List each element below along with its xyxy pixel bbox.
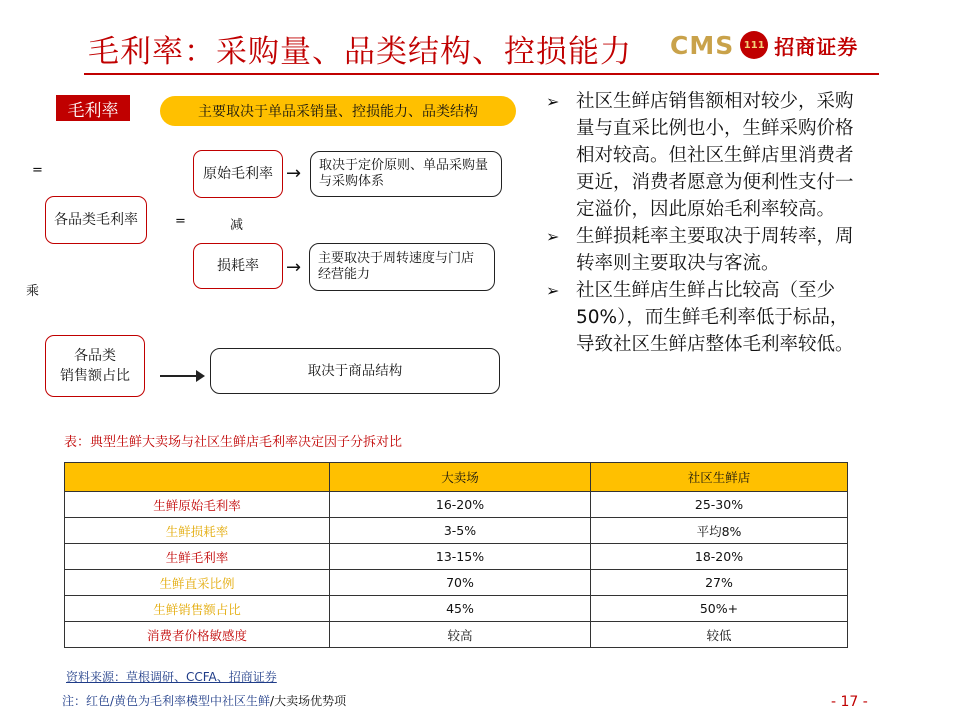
category-sales-share-line2: 销售额占比: [60, 368, 130, 384]
community-store-value: 18-20%: [591, 544, 848, 570]
row-label: 生鲜直采比例: [65, 570, 330, 596]
equals-sign-2: =: [175, 214, 186, 229]
page-title: 毛利率：采购量、品类结构、控损能力: [88, 34, 632, 70]
category-gross-margin-box: [45, 196, 147, 244]
bullet-arrow-icon: ➢: [546, 281, 560, 300]
table-header-hypermarket: 大卖场: [330, 463, 591, 492]
hypermarket-value: 70%: [330, 570, 591, 596]
hypermarket-value: 16-20%: [330, 492, 591, 518]
original-gross-margin-box: [193, 150, 283, 198]
table-header-community-store: 社区生鲜店: [591, 463, 848, 492]
hypermarket-value: 3-5%: [330, 518, 591, 544]
category-sales-share-line1: 各品类: [74, 348, 116, 364]
note-prefix: 注：红色/黄色为毛利率模型中社区生鲜: [62, 694, 271, 708]
loss-rate-desc: 主要取决于周转速度与门店经营能力: [318, 251, 475, 282]
bullet-item: [546, 88, 866, 223]
gross-margin-tag: 毛利率: [56, 95, 130, 121]
table-row: [65, 518, 848, 544]
gross-margin-summary: 主要取决于单品采销量、控损能力、品类结构: [160, 96, 516, 126]
category-sales-share-box: [45, 335, 145, 397]
page-number: - 17 -: [831, 694, 868, 710]
community-store-value: 较低: [591, 622, 848, 648]
arrow-right-icon: →: [286, 163, 302, 184]
community-store-value: 平均8%: [591, 518, 848, 544]
cms-logo: [670, 30, 858, 60]
bullet-arrow-icon: ➢: [546, 227, 560, 246]
minus-sign: 减: [230, 218, 244, 233]
original-margin-desc-box: [310, 151, 502, 197]
table-note: [62, 692, 346, 709]
table-caption: 表：典型生鲜大卖场与社区生鲜店毛利率决定因子分拆对比: [64, 435, 403, 450]
community-store-value: 25-30%: [591, 492, 848, 518]
multiply-sign: 乘: [26, 284, 40, 299]
hypermarket-value: 较高: [330, 622, 591, 648]
equals-sign-1: =: [32, 163, 43, 178]
loss-rate-label: 损耗率: [217, 258, 259, 274]
row-label: 生鲜销售额占比: [65, 596, 330, 622]
category-gross-margin-label: 各品类毛利率: [54, 212, 138, 228]
hypermarket-value: 13-15%: [330, 544, 591, 570]
community-store-value: 50%+: [591, 596, 848, 622]
table-row: [65, 596, 848, 622]
hypermarket-value: 45%: [330, 596, 591, 622]
comparison-table: [64, 462, 848, 648]
table-row: [65, 622, 848, 648]
logo-seal-icon: 111: [740, 31, 768, 59]
table-row: [65, 544, 848, 570]
logo-company-name: 招商证券: [774, 34, 859, 59]
logo-cms-text: CMS: [670, 30, 735, 60]
data-source: 资料来源：草根调研、CCFA、招商证券: [66, 670, 277, 684]
original-margin-desc: 取决于定价原则、单品采购量与采购体系: [319, 158, 489, 189]
loss-rate-desc-box: [309, 243, 495, 291]
title-divider: [84, 73, 879, 75]
original-gross-margin-label: 原始毛利率: [203, 166, 273, 182]
arrow-right-icon: →: [286, 257, 302, 278]
community-store-value: 27%: [591, 570, 848, 596]
table-header-empty: [65, 463, 330, 492]
bullet-text: 社区生鲜店生鲜占比较高（至少50%），而生鲜毛利率低于标品，导致社区生鲜店整体毛利率较低。: [576, 280, 854, 355]
bullet-item: [546, 223, 866, 277]
loss-rate-box: [193, 243, 283, 289]
arrow-head-icon: [196, 370, 205, 382]
table-row: [65, 570, 848, 596]
bullet-item: [546, 277, 866, 358]
product-structure-desc: 取决于商品结构: [307, 363, 403, 379]
bullet-text: 生鲜损耗率主要取决于周转率，周转率则主要取决与客流。: [576, 226, 854, 274]
row-label: 生鲜损耗率: [65, 518, 330, 544]
bullet-arrow-icon: ➢: [546, 92, 560, 111]
product-structure-box: [210, 348, 500, 394]
row-label: 生鲜原始毛利率: [65, 492, 330, 518]
analysis-bullets: [546, 88, 866, 358]
row-label: 消费者价格敏感度: [65, 622, 330, 648]
table-header-row: [65, 463, 848, 492]
arrow-line: [160, 375, 200, 377]
bullet-text: 社区生鲜店销售额相对较少，采购量与直采比例也小，生鲜采购价格相对较高。但社区生鲜店里消费者更近，消费者愿意为便利性支付一定溢价，因此原始毛利率较高。: [576, 91, 854, 220]
note-suffix: /大卖场优势项: [270, 694, 347, 708]
table-row: [65, 492, 848, 518]
row-label: 生鲜毛利率: [65, 544, 330, 570]
